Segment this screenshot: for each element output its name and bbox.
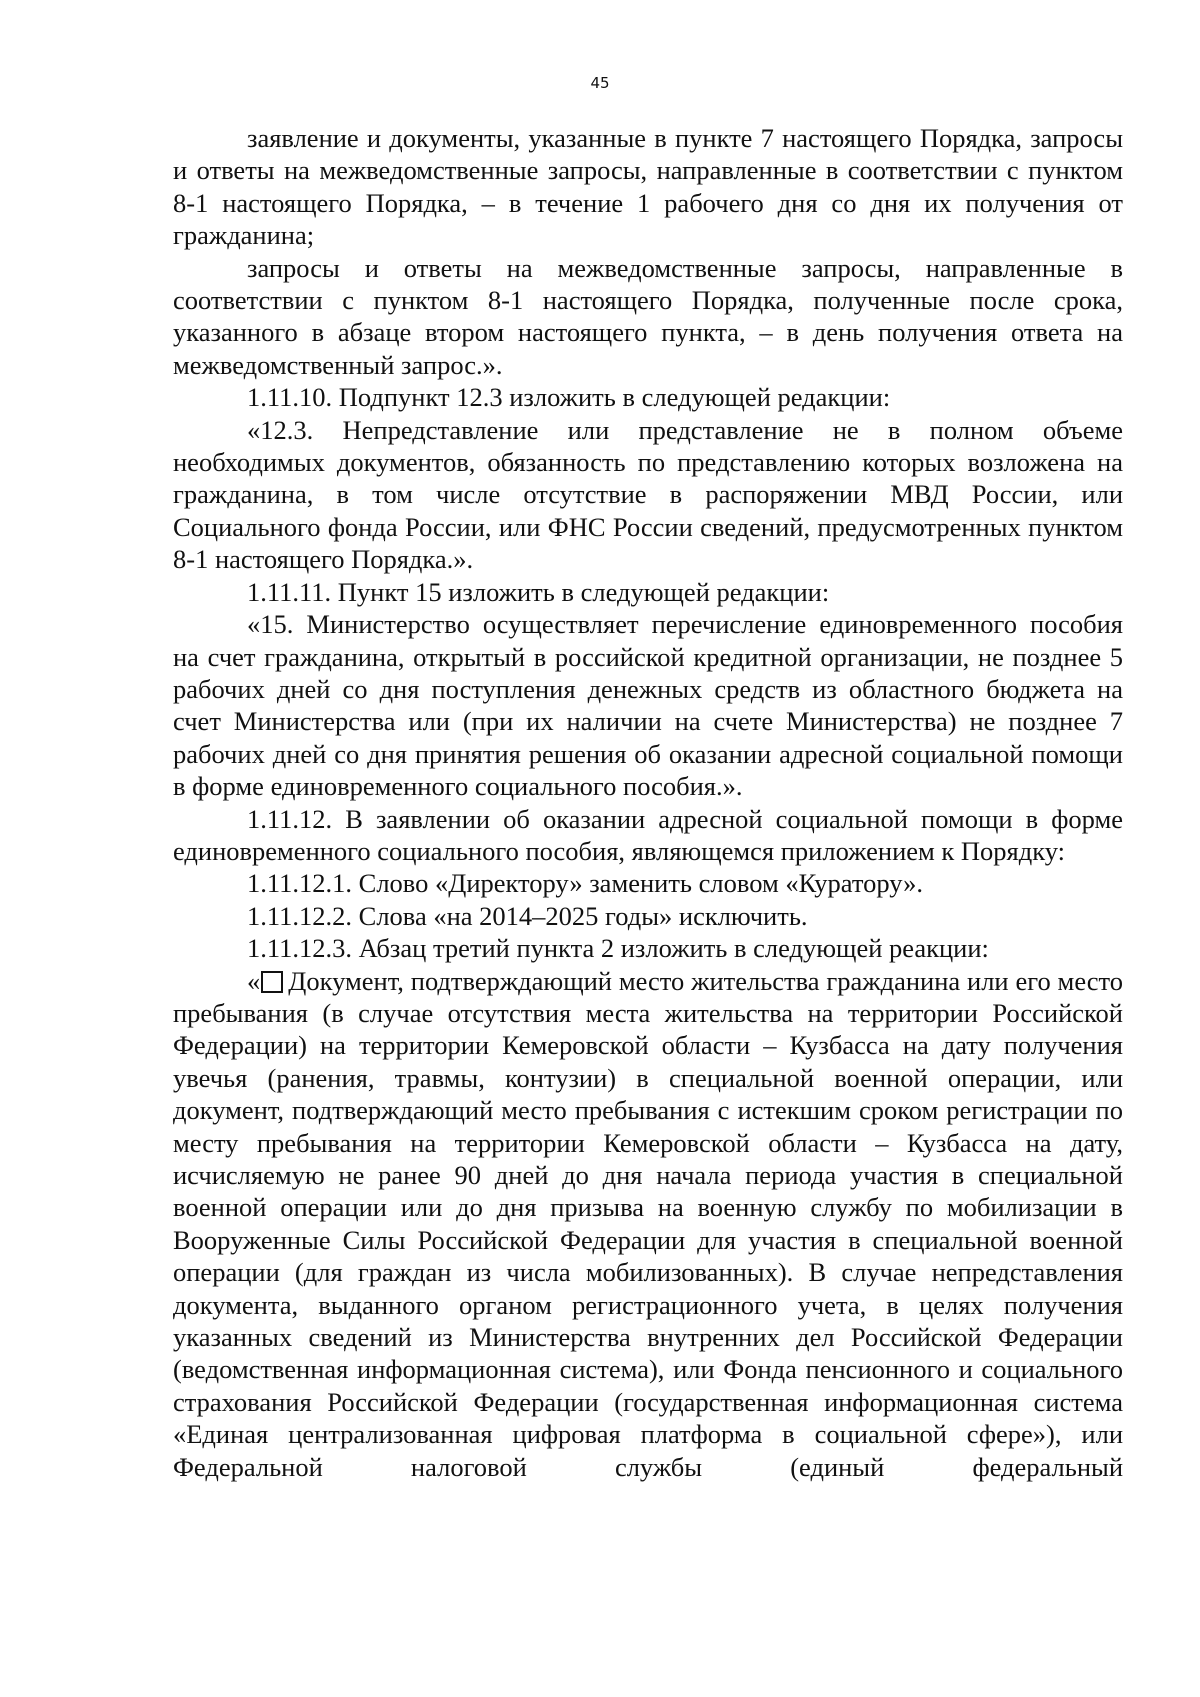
document-body [173, 122, 1123, 1483]
paragraph-7: 1.11.12. В заявлении об оказании адресной социальной помощи в форме единовременного социального пособия, являющемся приложением к Порядку: [173, 803, 1123, 866]
paragraph-2: запросы и ответы на межведомственные запросы, направленные в соответствии с пунктом 8-1 настоящего Порядка, полученные после срока, указанного в абзаце втором настоящего пункта, – в день получения ответа на межведомственный запрос.». [173, 252, 1123, 380]
page-number: 45 [590, 74, 610, 92]
paragraph-11 [173, 965, 1123, 1484]
paragraph-9: 1.11.12.2. Слова «на 2014–2025 годы» исключить. [247, 900, 808, 931]
opening-quote: « [247, 965, 261, 996]
paragraph-6: «15. Министерство осуществляет перечисление единовременного пособия на счет гражданина, открытый в российской кредитной организации, не позднее 5 рабочих дней со дня поступления денежных средств из областного бюджета на счет Министерства или (при их наличии на счете Министерства) не позднее 7 рабочих дней со дня принятия решения об оказании адресной социальной помощи в форме единовременного социального пособия.». [173, 609, 1123, 802]
paragraph-4: «12.3. Непредставление или представление не в полном объеме необходимых документов, обязанность по представлению которых возложена на гражданина, в том числе отсутствие в распоряжении МВД России, или Социального фонда России, или ФНС России сведений, предусмотренных пунктом 8-1 настоящего Порядка.». [173, 414, 1123, 575]
paragraph-11-text: Документ, подтверждающий место жительства гражданина или его место пребывания (в случае отсутствия места жительства на территории Российской Федерации) на территории Кемеровской области – Кузбасса на дату получения увечья (ранения, травмы, контузии) в специальной военной операции, или документ, подтверждающий место пребывания с истекшим сроком регистрации по месту пребывания на территории Кемеровской области – Кузбасса на дату, исчисляемую не ранее 90 дней до дня начала периода участия в специальной военной операции или до дня призыва на военную службу по мобилизации в Вооруженные Силы Российской Федерации для участия в специальной военной операции (для граждан из числа мобилизованных). В случае непредставления документа, выданного органом регистрационного учета, в целях получения указанных сведений из Министерства внутренних дел Российской Федерации (ведомственная информационная система), или Фонда пенсионного и социального страхования Российской Федерации (государственная информационная система «Единая централизованная цифровая платформа в социальной сфере»), или Федеральной налоговой службы (единый федеральный [173, 965, 1123, 1482]
paragraph-8: 1.11.12.1. Слово «Директору» заменить словом «Куратору». [247, 868, 924, 899]
checkbox-icon [261, 971, 283, 993]
paragraph-3: 1.11.10. Подпункт 12.3 изложить в следующей редакции: [247, 382, 891, 413]
paragraph-10: 1.11.12.3. Абзац третий пункта 2 изложить в следующей реакции: [247, 933, 989, 964]
paragraph-1: заявление и документы, указанные в пункте 7 настоящего Порядка, запросы и ответы на межведомственные запросы, направленные в соответствии с пунктом 8-1 настоящего Порядка, – в течение 1 рабочего дня со дня их получения от гражданина; [173, 123, 1123, 251]
paragraph-5: 1.11.11. Пункт 15 изложить в следующей редакции: [247, 576, 830, 607]
